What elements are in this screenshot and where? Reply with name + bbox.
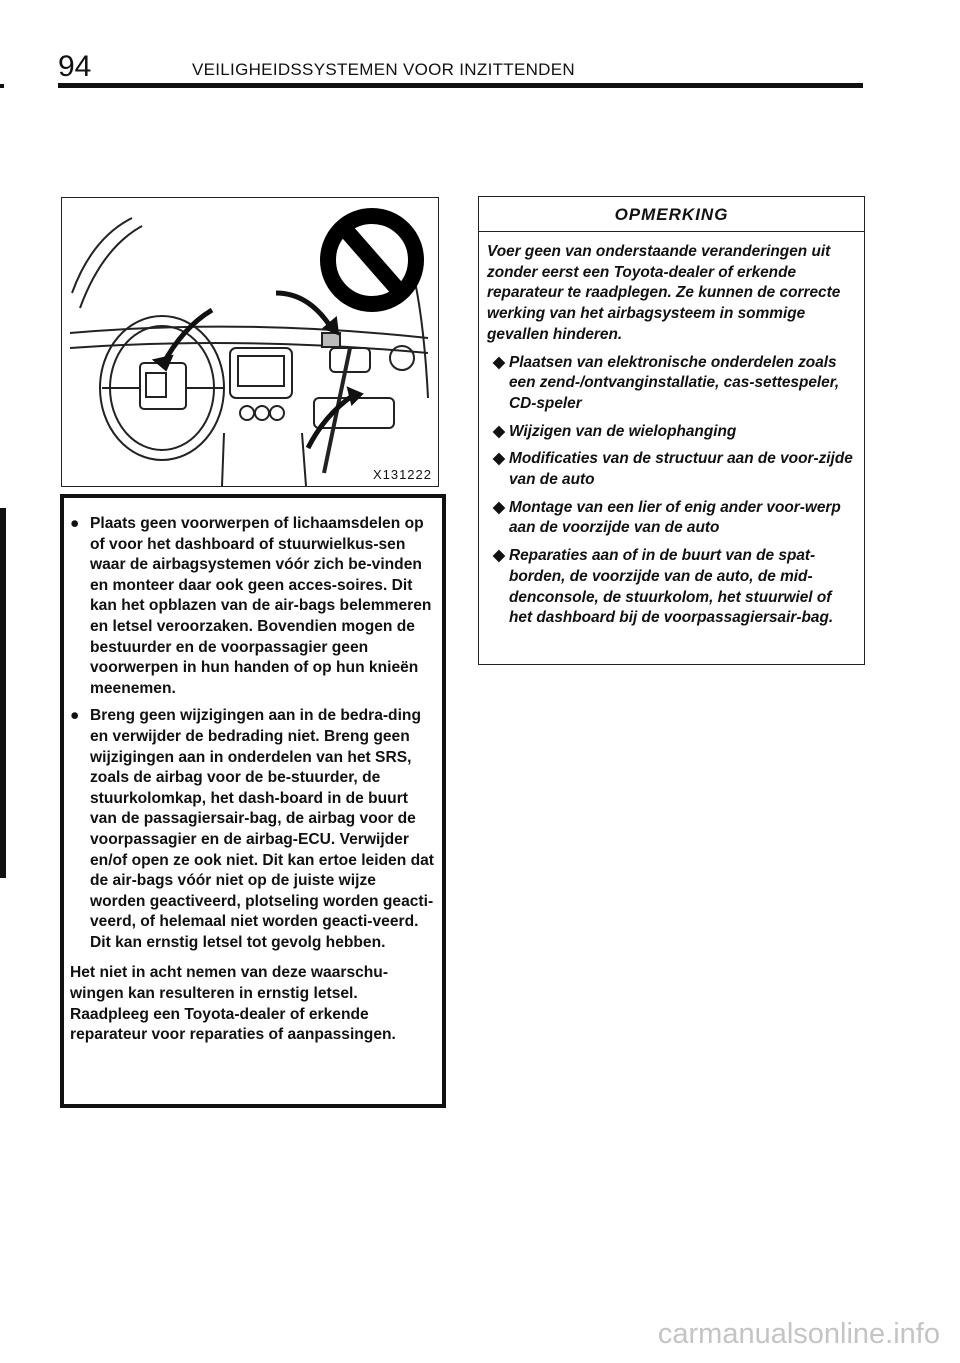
diamond-bullet-icon: ◆ [493, 450, 505, 468]
warning-item [70, 706, 434, 953]
warning-item-text: Breng geen wijzigingen aan in de bedra-ding en verwijder de bedrading niet. Breng geen wijzigingen aan in onderdelen van het SRS, zoals de airbag voor de be-stuurder, de stuurkolomkap, het dash-board in de buurt van de passagiersair-bag, de airbag voor de voorpassagier en de airbag-ECU. Verwijder en/of open ze ook niet. Dit kan ertoe leiden dat de air-bags vóór niet op de juiste wijze worden geactiveerd, plotseling worden geacti-veerd, of helemaal niet worden geacti-veerd. Dit kan ernstig letsel tot gevolg hebben. [90, 707, 434, 951]
warning-item [70, 514, 434, 699]
note-item [487, 353, 856, 415]
bullet-icon: ● [70, 707, 80, 725]
note-title: OPMERKING [479, 197, 864, 232]
warning-item-text: Plaats geen voorwerpen of lichaamsdelen op of voor het dashboard of stuurwielkus-sen waar de airbagsystemen vóór zich be-vinden en monteer daar ook geen acces-soires. Dit kan het opblazen van de air-bags belemmeren en letsel veroorzaken. Bovendien mogen de bestuurder en de voorpassagier geen voorwerpen in hun handen of op hun knieën meenemen. [90, 515, 432, 697]
diamond-bullet-icon: ◆ [493, 498, 505, 516]
dashboard-drawing [62, 198, 438, 486]
note-item [487, 546, 856, 629]
note-item [487, 449, 856, 490]
note-item [487, 422, 856, 443]
diamond-bullet-icon: ◆ [493, 422, 505, 440]
warning-box [60, 494, 446, 1108]
header-mark [0, 84, 4, 88]
note-item [487, 498, 856, 539]
diamond-bullet-icon: ◆ [493, 547, 505, 565]
note-item-text: Montage van een lier of enig ander voor-werp aan de voorzijde van de auto [509, 498, 841, 537]
diamond-bullet-icon: ◆ [493, 353, 505, 371]
note-item-text: Plaatsen van elektronische onderdelen zoals een zend-/ontvanginstallatie, cas-settespeler, CD-speler [509, 353, 840, 412]
note-item-text: Wijzigen van de wielophanging [509, 422, 737, 440]
section-edge-marker [0, 508, 6, 878]
dashboard-illustration [61, 197, 439, 487]
note-intro: Voer geen van onderstaande veranderingen uit zonder eerst een Toyota-dealer of erkende reparateur te raadplegen. Ze kunnen de correcte werking van het airbagsysteem in sommige gevallen hinderen. [487, 243, 841, 343]
watermark: carmanualsonline.info [657, 1318, 940, 1350]
bullet-icon: ● [70, 515, 80, 532]
header-rule [58, 83, 863, 88]
illustration-code: X131222 [372, 467, 432, 482]
note-box [478, 196, 865, 665]
note-item-text: Reparaties aan of in de buurt van de spat-borden, de voorzijde van de auto, de mid-denconsole, de stuurkolom, het stuurwiel of het dashboard bij de voorpassagiersair-bag. [509, 547, 834, 627]
page-title: VEILIGHEIDSSYSTEMEN VOOR INZITTENDEN [192, 60, 575, 79]
note-item-text: Modificaties van de structuur aan de voor-zijde van de auto [509, 450, 853, 489]
page-number: 94 [58, 50, 92, 83]
warning-footer: Het niet in acht nemen van deze waarschu-wingen kan resulteren in ernstig letsel. Raadpleeg een Toyota-dealer of erkende reparateur voor reparaties of aanpassingen. [70, 964, 396, 1044]
